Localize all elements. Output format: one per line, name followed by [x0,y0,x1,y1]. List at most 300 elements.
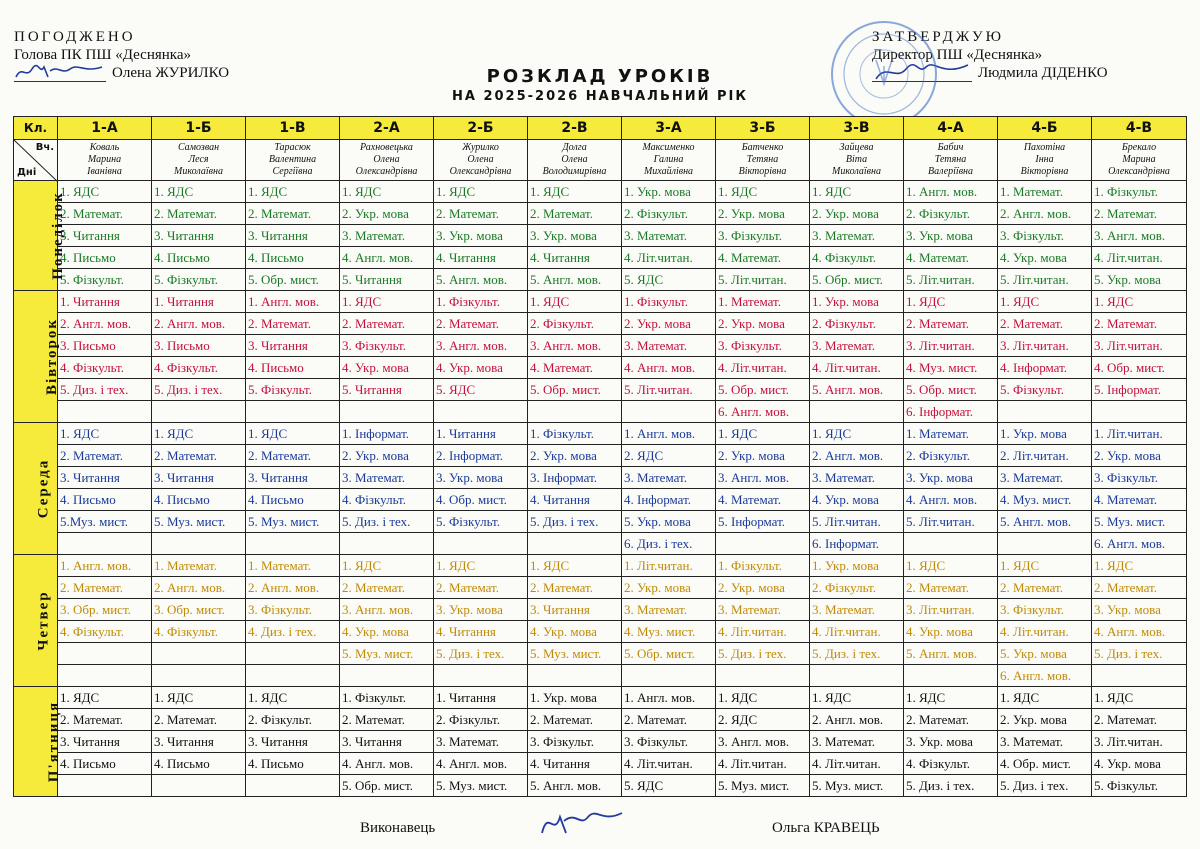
lesson-cell: 2. ЯДС [716,709,810,731]
lesson-cell: 1. ЯДС [528,291,622,313]
corner-cell [14,140,58,181]
lesson-cell: 3. Англ. мов. [528,335,622,357]
lesson-cell: 5. Обр. мист. [810,269,904,291]
lesson-row [14,687,1187,709]
teacher-cell [58,140,152,181]
lesson-cell: 2. Укр. мова [340,203,434,225]
lesson-cell: 1. Математ. [152,555,246,577]
teacher-cell [1092,140,1187,181]
lesson-cell: 1. Англ. мов. [904,181,998,203]
lesson-cell: 4. Обр. мист. [1092,357,1187,379]
lesson-row [14,203,1187,225]
lesson-cell: 1. Англ. мов. [246,291,340,313]
lesson-cell: 3. Літ.читан. [904,599,998,621]
day-label-cell [14,555,58,687]
lesson-cell: 4. Письмо [58,247,152,269]
lesson-cell: 4. Фізкульт. [58,621,152,643]
approval-heading: ПОГОДЖЕНО [14,29,136,45]
lesson-cell: 5. ЯДС [434,379,528,401]
lesson-cell: 5. Літ.читан. [904,511,998,533]
lesson-cell: 1. ЯДС [998,555,1092,577]
lesson-cell [246,775,340,797]
approved-name: Людмила ДІДЕНКО [978,65,1108,81]
lesson-cell: 2. Математ. [434,577,528,599]
lesson-cell: 3. Фізкульт. [246,599,340,621]
lesson-cell: 1. ЯДС [58,687,152,709]
teacher-name-part: Олександрівна [1108,166,1170,177]
lesson-cell [152,775,246,797]
lesson-cell: 1. Математ. [246,555,340,577]
lesson-cell: 4. Муз. мист. [998,489,1092,511]
lesson-cell: 5. Диз. і тех. [998,775,1092,797]
lesson-row [14,621,1187,643]
lesson-cell: 5. Муз. мист. [716,775,810,797]
lesson-cell: 3. Фізкульт. [716,225,810,247]
day-axis-label: Дні [17,167,37,178]
lesson-cell: 5. Муз. мист. [152,511,246,533]
lesson-cell: 5. Укр. мова [1092,269,1187,291]
lesson-cell: 3. Фізкульт. [998,225,1092,247]
lesson-cell: 1. ЯДС [810,687,904,709]
lesson-cell: 2. Фізкульт. [810,313,904,335]
lesson-cell: 2. Англ. мов. [810,445,904,467]
teacher-cell [528,140,622,181]
schedule-table [13,116,1187,797]
lesson-cell: 2. Математ. [1092,709,1187,731]
lesson-cell: 6. Диз. і тех. [622,533,716,555]
lesson-cell [1092,401,1187,423]
lesson-cell: 3. Математ. [810,335,904,357]
lesson-cell: 2. Математ. [58,577,152,599]
lesson-row [14,181,1187,203]
lesson-cell: 3. Письмо [58,335,152,357]
lesson-cell: 2. Укр. мова [622,577,716,599]
lesson-row [14,731,1187,753]
lesson-cell: 5. ЯДС [622,775,716,797]
lesson-cell: 4. Обр. мист. [434,489,528,511]
lesson-cell: 5. Муз. мист. [810,775,904,797]
lesson-cell: 2. Математ. [998,313,1092,335]
lesson-cell: 4. Письмо [246,753,340,775]
lesson-cell: 4. Фізкульт. [152,357,246,379]
lesson-cell: 1. ЯДС [716,181,810,203]
teacher-name-part: Тетяна [934,154,967,165]
lesson-cell: 4. Літ.читан. [810,621,904,643]
lesson-row [14,401,1187,423]
lesson-cell: 6. Англ. мов. [716,401,810,423]
lesson-cell: 3. Укр. мова [528,225,622,247]
lesson-cell: 2. Математ. [152,445,246,467]
teacher-cell [904,140,998,181]
lesson-cell: 4. Фізкульт. [58,357,152,379]
lesson-cell: 5. Фізкульт. [58,269,152,291]
teacher-name-part: Вікторівна [1020,166,1069,177]
class-header: 1-Б [152,117,246,140]
lesson-cell: 3. Читання [340,731,434,753]
lesson-cell: 1. ЯДС [904,291,998,313]
lesson-row [14,225,1187,247]
teacher-name-part: Олена [561,154,588,165]
lesson-cell [246,533,340,555]
lesson-cell: 3. Письмо [152,335,246,357]
day-name: Четвер [35,590,52,651]
lesson-cell: 5. Диз. і тех. [340,511,434,533]
lesson-cell: 4. Літ.читан. [716,753,810,775]
teacher-name-part: Олександрівна [355,166,418,177]
lesson-cell: 5. Диз. і тех. [434,643,528,665]
lesson-cell: 3. Математ. [340,225,434,247]
lesson-cell: 2. Укр. мова [716,445,810,467]
lesson-cell: 1. Фізкульт. [528,423,622,445]
teacher-name-part: Валеріївна [927,166,973,177]
lesson-cell [998,533,1092,555]
lesson-cell: 3. Математ. [810,225,904,247]
lesson-cell: 3. Читання [246,731,340,753]
lesson-cell: 3. Читання [152,225,246,247]
lesson-row [14,753,1187,775]
lesson-cell: 2. Фізкульт. [528,313,622,335]
schedule-body [14,140,1187,797]
lesson-cell: 4. Муз. мист. [622,621,716,643]
lesson-cell: 2. Укр. мова [1092,445,1187,467]
teacher-cell [340,140,434,181]
lesson-cell: 5. Літ.читан. [622,379,716,401]
lesson-cell: 2. Математ. [434,313,528,335]
lesson-cell: 2. Укр. мова [998,709,1092,731]
lesson-cell: 2. Фізкульт. [434,709,528,731]
lesson-cell: 6. Інформат. [904,401,998,423]
lesson-cell: 2. Математ. [58,709,152,731]
day-label-cell [14,291,61,423]
lesson-cell: 5. Диз. і тех. [810,643,904,665]
lesson-cell: 1. ЯДС [528,555,622,577]
lesson-cell: 2. Англ. мов. [246,577,340,599]
approval-block [14,28,229,82]
lesson-cell: 5. Інформат. [716,511,810,533]
lesson-cell: 4. Літ.читан. [810,357,904,379]
lesson-row [14,335,1187,357]
lesson-cell [528,665,622,687]
lesson-cell: 5. Муз. мист. [340,643,434,665]
lesson-cell [622,665,716,687]
lesson-cell: 4. Математ. [528,357,622,379]
lesson-cell: 1. Англ. мов. [58,555,152,577]
title-line-1: РОЗКЛАД УРОКІВ [486,66,714,87]
lesson-cell: 2. Математ. [246,203,340,225]
lesson-cell: 5. Літ.читан. [716,269,810,291]
lesson-row [14,775,1187,797]
class-header: 2-Б [434,117,528,140]
document-title [400,66,800,104]
lesson-cell: 3. Читання [246,467,340,489]
teacher-name-part: Тетяна [746,154,779,165]
lesson-cell: 3. Читання [58,467,152,489]
lesson-cell: 1. Читання [434,687,528,709]
teacher-cell [152,140,246,181]
lesson-row [14,357,1187,379]
lesson-cell: 5. Муз. мист. [528,643,622,665]
lesson-cell: 5. Диз. і тех. [1092,643,1187,665]
lesson-cell: 1. Фізкульт. [1092,181,1187,203]
lesson-cell: 5. Читання [340,379,434,401]
lesson-cell [152,643,246,665]
class-header: 1-В [246,117,340,140]
class-header: 1-А [58,117,152,140]
lesson-cell: 5. Літ.читан. [998,269,1092,291]
lesson-cell [246,665,340,687]
lesson-cell: 3. Математ. [998,731,1092,753]
lesson-cell: 1. Англ. мов. [622,687,716,709]
teacher-name-part: Марина [87,154,122,165]
lesson-cell [528,533,622,555]
lesson-cell: 4. Письмо [58,489,152,511]
class-header: 3-В [810,117,904,140]
lesson-cell: 2. Укр. мова [528,445,622,467]
teacher-name-part: Брекало [1121,142,1157,153]
lesson-cell: 3. Математ. [998,467,1092,489]
lesson-cell: 5. Диз. і тех. [58,379,152,401]
lesson-cell: 1. Фізкульт. [622,291,716,313]
lesson-cell: 1. Укр. мова [528,687,622,709]
lesson-cell: 3. Читання [152,731,246,753]
lesson-cell: 5. Диз. і тех. [152,379,246,401]
lesson-cell: 1. Фізкульт. [340,687,434,709]
lesson-cell: 3. Фізкульт. [528,731,622,753]
handwritten-signature [14,65,106,82]
lesson-cell [622,401,716,423]
lesson-row [14,467,1187,489]
lesson-cell: 5. Англ. мов. [998,511,1092,533]
lesson-cell: 4. Укр. мова [1092,753,1187,775]
lesson-cell: 4. Інформат. [622,489,716,511]
teacher-name-part: Максименко [642,142,695,153]
approval-signature-row [14,64,229,82]
lesson-cell: 1. Читання [58,291,152,313]
footer-name: Ольга КРАВЕЦЬ [772,820,880,836]
teacher-name-part: Сергіївна [272,166,313,177]
lesson-cell: 4. Письмо [58,753,152,775]
lesson-cell: 4. Укр. мова [340,357,434,379]
lesson-cell [58,401,152,423]
teacher-name-part: Миколаївна [174,166,223,177]
lesson-cell: 5. Англ. мов. [528,775,622,797]
lesson-cell: 2. Математ. [58,203,152,225]
lesson-cell: 3. Укр. мова [1092,599,1187,621]
lesson-cell: 4. Диз. і тех. [246,621,340,643]
teacher-name-part: Галина [653,154,684,165]
lesson-cell: 5. Фізкульт. [246,379,340,401]
lesson-cell: 1. Інформат. [340,423,434,445]
lesson-cell: 1. Фізкульт. [434,291,528,313]
lesson-row [14,291,1187,313]
lesson-cell: 2. Укр. мова [716,203,810,225]
lesson-cell: 5. Обр. мист. [904,379,998,401]
lesson-cell: 5. Диз. і тех. [716,643,810,665]
lesson-cell: 4. Читання [528,247,622,269]
lesson-row [14,665,1187,687]
lesson-cell: 5. Обр. мист. [246,269,340,291]
lesson-cell: 5. Диз. і тех. [904,775,998,797]
lesson-cell: 4. Читання [528,489,622,511]
lesson-cell: 3. Математ. [622,225,716,247]
lesson-cell: 1. ЯДС [152,423,246,445]
lesson-cell: 1. Укр. мова [810,555,904,577]
lesson-cell: 1. ЯДС [528,181,622,203]
approval-name: Олена ЖУРИЛКО [112,65,230,81]
lesson-cell [58,775,152,797]
approved-heading: ЗАТВЕРДЖУЮ [872,29,1005,45]
teacher-cell [716,140,810,181]
lesson-cell: 4. Математ. [1092,489,1187,511]
lesson-cell: 3. Читання [528,599,622,621]
lesson-cell: 3. Читання [58,731,152,753]
lesson-cell: 1. ЯДС [810,423,904,445]
lesson-cell: 4. Літ.читан. [998,621,1092,643]
lesson-cell: 1. ЯДС [58,423,152,445]
lesson-cell: 3. Фізкульт. [340,335,434,357]
lesson-cell: 4. Укр. мова [998,247,1092,269]
lesson-cell: 4. Фізкульт. [904,753,998,775]
lesson-cell: 3. Математ. [434,731,528,753]
lesson-cell: 2. Укр. мова [622,313,716,335]
lesson-cell: 4. Англ. мов. [340,247,434,269]
lesson-cell: 4. Математ. [716,489,810,511]
lesson-cell: 3. Математ. [716,599,810,621]
lesson-cell: 2. Математ. [340,577,434,599]
lesson-cell: 2. Математ. [58,445,152,467]
teacher-name-part: Журилко [462,142,499,153]
lesson-cell: 3. Читання [152,467,246,489]
lesson-cell: 2. Математ. [1092,577,1187,599]
lesson-cell: 5. Літ.читан. [810,511,904,533]
lesson-cell: 5. Інформат. [1092,379,1187,401]
lesson-cell: 2. Математ. [904,709,998,731]
lesson-cell [434,665,528,687]
lesson-cell: 1. ЯДС [810,181,904,203]
lesson-cell: 4. Англ. мов. [622,357,716,379]
lesson-cell [528,401,622,423]
lesson-cell: 3. Літ.читан. [1092,335,1187,357]
teacher-name-part: Леся [188,154,209,165]
lesson-cell: 1. ЯДС [246,687,340,709]
day-name: Понеділок [49,191,66,280]
lesson-cell: 1. ЯДС [998,291,1092,313]
day-name: Вівторок [44,317,61,396]
lesson-cell: 1. ЯДС [58,181,152,203]
lesson-cell: 3. Математ. [810,467,904,489]
lesson-cell: 3. Фізкульт. [998,599,1092,621]
day-label-cell [14,687,63,797]
lesson-row [14,445,1187,467]
teacher-cell [246,140,340,181]
teacher-name-part: Вікторівна [738,166,787,177]
lesson-cell: 1. Укр. мова [998,423,1092,445]
lesson-cell: 4. Літ.читан. [622,247,716,269]
lesson-cell: 1. Читання [152,291,246,313]
lesson-cell: 1. ЯДС [434,181,528,203]
lesson-cell [716,533,810,555]
lesson-cell: 2. Фізкульт. [246,709,340,731]
lesson-cell: 3. Фізкульт. [716,335,810,357]
lesson-cell: 3. Укр. мова [434,225,528,247]
teacher-axis-label: Вч. [35,142,54,153]
lesson-cell: 3. Фізкульт. [1092,467,1187,489]
lesson-cell: 3. Читання [246,335,340,357]
lesson-cell: 1. ЯДС [1092,291,1187,313]
lesson-cell: 1. ЯДС [246,181,340,203]
lesson-cell: 5. Муз. мист. [434,775,528,797]
lesson-cell: 2. Математ. [152,709,246,731]
lesson-cell: 1. Англ. мов. [622,423,716,445]
class-header: 4-Б [998,117,1092,140]
lesson-cell: 2. ЯДС [622,445,716,467]
lesson-cell: 3. Укр. мова [904,731,998,753]
class-header: 4-А [904,117,998,140]
lesson-cell [904,533,998,555]
lesson-cell: 1. ЯДС [904,687,998,709]
class-header: 2-В [528,117,622,140]
class-header-row [14,117,1187,140]
lesson-cell: 4. Літ.читан. [1092,247,1187,269]
lesson-cell: 4. Укр. мова [340,621,434,643]
class-header: 2-А [340,117,434,140]
lesson-cell: 5. Обр. мист. [528,379,622,401]
lesson-row [14,511,1187,533]
lesson-cell: 5. Обр. мист. [622,643,716,665]
lesson-cell: 4. Письмо [246,247,340,269]
lesson-cell: 1. ЯДС [1092,687,1187,709]
teacher-name-part: Долга [562,142,587,153]
lesson-cell: 4. Укр. мова [528,621,622,643]
lesson-cell: 1. Літ.читан. [1092,423,1187,445]
lesson-cell: 4. Письмо [152,753,246,775]
lesson-cell: 2. Фізкульт. [904,203,998,225]
lesson-cell: 4. Читання [528,753,622,775]
lesson-cell: 2. Математ. [152,203,246,225]
class-header: 3-А [622,117,716,140]
lesson-cell: 1. ЯДС [434,555,528,577]
teacher-name-part: Батченко [741,142,784,153]
teacher-name-part: Михайлівна [643,166,694,177]
lesson-cell: 4. Літ.читан. [810,753,904,775]
teacher-name-part: Інна [1035,154,1054,165]
lesson-row [14,709,1187,731]
lesson-cell [998,401,1092,423]
lesson-row [14,533,1187,555]
lesson-cell: 1. Математ. [998,181,1092,203]
lesson-cell: 5. Фізкульт. [152,269,246,291]
lesson-cell: 2. Укр. мова [340,445,434,467]
teacher-name-part: Рахновецька [360,142,413,153]
lesson-cell: 3. Інформат. [528,467,622,489]
handwritten-signature [536,803,626,848]
lesson-cell [152,665,246,687]
lesson-row [14,379,1187,401]
lesson-cell: 4. Письмо [152,489,246,511]
lesson-cell: 2. Математ. [340,709,434,731]
lesson-cell: 4. Укр. мова [904,621,998,643]
lesson-cell: 4. Читання [434,621,528,643]
lesson-cell: 3. Укр. мова [904,225,998,247]
lesson-cell: 2. Фізкульт. [622,203,716,225]
lesson-cell: 1. ЯДС [246,423,340,445]
lesson-cell: 3. Англ. мов. [340,599,434,621]
lesson-cell: 2. Математ. [340,313,434,335]
lesson-cell [340,401,434,423]
footer-label: Виконавець [360,820,436,836]
lesson-cell: 1. Укр. мова [622,181,716,203]
lesson-cell: 4. Англ. мов. [340,753,434,775]
